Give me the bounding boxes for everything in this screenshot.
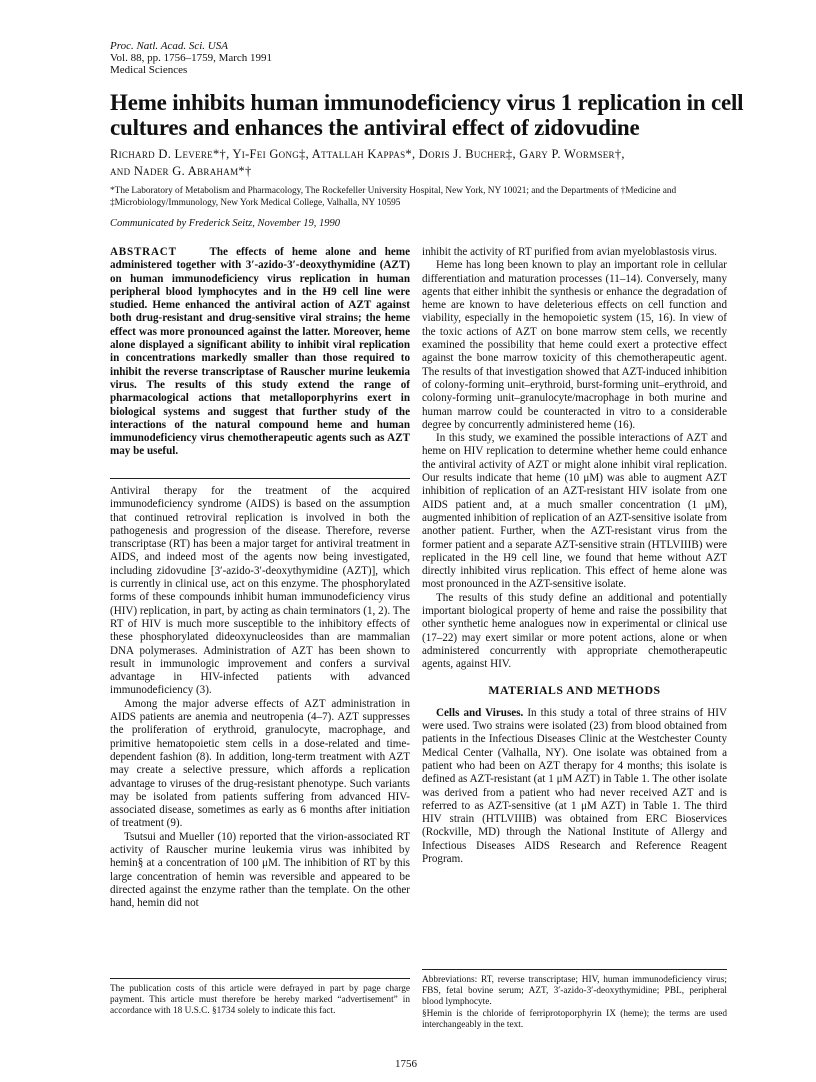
publication-note-divider [110, 978, 410, 979]
authors-line-2: and Nader G. Abraham*† [110, 164, 252, 178]
methods-paragraph [422, 707, 727, 867]
affiliations: *The Laboratory of Metabolism and Pharmacology, The Rockefeller University Hospital, New York, NY 10021; and the Departments of †Medicine and ‡Microbiology/Immunology, New York Medical College, Valhalla, NY 10595 [110, 186, 677, 208]
intro-paragraph-3: Tsutsui and Mueller (10) reported that the virion-associated RT activity of Rauscher murine leukemia virus was inhibited by hemin§ at a concentration of 100 μM. The inhibition of RT by this large concentration of hemin was reversible and appeared to be directed against the enzyme rather than the template. On the other hand, hemin did not [110, 830, 410, 910]
abstract-divider [110, 478, 410, 479]
methods-text: In this study a total of three strains of HIV were used. Two strains were isolated (23) from blood obtained from patients in the Infectious Diseases Clinic at the Westchester County Medical Center (Valhalla, NY). One isolate was obtained from a patient who had been on AZT therapy for 4 months; this isolate is defined as AZT-resistant (at 1 μM AZT) in Table 1. The other isolate was derived from a patient who had never received AZT and is referred to as AZT-sensitive (at 1 μM AZT) in Table 1. The third HIV strain (HTLVIIIB) was obtained from ERC Bioservices (Rockville, MD) through the National Institute of Allergy and Infectious Diseases AIDS Research and Reference Reagent Program. [422, 706, 727, 866]
intro-paragraph-1: Antiviral therapy for the treatment of the acquired immunodeficiency syndrome (AIDS) is based on the assumption that continued retroviral replication is involved in both the pathogenesis and progression of the disease. Therefore, reverse transcriptase (RT) has been a major target for antiviral treatment in AIDS, and indeed most of the agents now being investigated, including zidovudine [3′-azido-3′-deoxythymidine (AZT)], which is currently in clinical use, act on this enzyme. The phosphorylated forms of these compounds inhibit human immunodeficiency virus (HIV) replication, in part, by acting as chain terminators (1, 2). The RT of HIV is much more susceptible to the inhibitory effects of these phosphorylated dideoxynucleosides than are mammalian DNA polymerases. Administration of AZT has been shown to result in immunologic improvement and confers a survival advantage in HIV-infected patients with advanced immunodeficiency (3). [110, 485, 410, 697]
page-number: 1756 [395, 1058, 417, 1070]
left-column-body [110, 485, 410, 911]
abstract-paragraph [110, 246, 410, 459]
right-paragraph-4: The results of this study define an additional and potentially important biological property of heme and raise the possibility that other synthetic heme analogues now in experimental or clinical use (17–22) may exert similar or more potent actions, alone or when administered concurrently with appropriate chemotherapeutic agents, against HIV. [422, 591, 727, 671]
footnote-hemin: §Hemin is the chloride of ferriprotoporphyrin IX (heme); the terms are used interchangeably in the text. [422, 1008, 727, 1030]
authors-line-1: Richard D. Levere*†, Yi-Fei Gong‡, Attallah Kappas*, Doris J. Bucher‡, Gary P. Wormser†, [110, 147, 625, 161]
volume-info: Vol. 88, pp. 1756–1759, March 1991 [110, 52, 273, 64]
footnote-abbreviations: Abbreviations: RT, reverse transcriptase; HIV, human immunodeficiency virus; FBS, fetal bovine serum; AZT, 3′-azido-3′-deoxythymidine; PBL, peripheral blood lymphocyte. [422, 975, 727, 1008]
journal-name: Proc. Natl. Acad. Sci. USA [110, 40, 228, 52]
communicated-by: Communicated by Frederick Seitz, November 19, 1990 [110, 218, 340, 229]
right-paragraph-2: Heme has long been known to play an important role in cellular differentiation and maturation processes (11–14). Conversely, many agents that either inhibit the synthesis or enhance the degradation of heme are known to have deleterious effects on cell function and viability, especially in the hemopoietic system (15, 16). In view of the toxic actions of AZT on bone marrow stem cells, we recently examined the possibility that heme could exert a protective effect against the bone marrow toxicity of this chemotherapeutic agent. The results of that investigation showed that AZT-induced inhibition of colony-forming unit–erythroid, burst-forming unit–erythroid, and colony-forming unit–granulocyte/macrophage in both murine and human marrow could be counteracted in vitro to a considerable degree by concurrently administered heme (16). [422, 259, 727, 431]
right-paragraph-3: In this study, we examined the possible interactions of AZT and heme on HIV replication to determine whether heme could enhance the antiviral activity of AZT or might alone inhibit viral replication. Our results indicate that heme (10 μM) was able to augment AZT inhibition of replication of an AZT-resistant HIV isolate from one AIDS patient and, at a much smaller concentration (1 μM), augmented inhibition of replication of an AZT-sensitive isolate from another patient. Further, when the AZT-resistant virus from the former patient and a separate AZT-sensitive strain (HTLVIIIB) were replicated in the H9 cell line, we found that heme without AZT directly inhibited virus replication. This effect of heme alone was most pronounced in the AZT-sensitive isolate. [422, 432, 727, 591]
methods-run-in: Cells and Viruses. [436, 706, 524, 719]
footnote-divider [422, 969, 727, 970]
publication-note: The publication costs of this article were defrayed in part by page charge payment. This article must therefore be hereby marked “advertisement” in accordance with 18 U.S.C. §1734 solely to indicate this fact. [110, 984, 410, 1017]
right-column-body [422, 246, 727, 866]
methods-heading: MATERIALS AND METHODS [488, 682, 661, 697]
author-list [110, 146, 740, 180]
journal-header [110, 40, 272, 76]
abstract-label: ABSTRACT [110, 246, 177, 258]
abstract-text: The effects of heme alone and heme administered together with 3′-azido-3′-deoxythymidine (AZT) on human immunodeficiency virus replication in human peripheral blood lymphocytes and in the H9 cell line were studied. Heme enhanced the antiviral action of AZT against both drug-resistant and drug-sensitive viral strains; the heme effect was more pronounced against the latter. Moreover, heme alone displayed a significant ability to inhibit viral replication in concentrations markedly smaller than those required to inhibit the reverse transcriptase of Rauscher murine leukemia virus. The results of this study extend the range of pharmacological actions that metalloporphyrins exert in biological systems and suggest that further study of the interactions of the natural compound heme and human immunodeficiency virus chemotherapeutic agents such as AZT may be useful. [110, 246, 410, 458]
abstract [110, 246, 410, 459]
article-title: Heme inhibits human immunodeficiency virus 1 replication in cell cultures and enhances the antiviral effect of zidovudine [110, 90, 744, 140]
right-paragraph-1: inhibit the activity of RT purified from avian myeloblastosis virus. [422, 246, 717, 258]
section-name: Medical Sciences [110, 64, 188, 76]
intro-paragraph-2: Among the major adverse effects of AZT administration in AIDS patients are anemia and neutropenia (4–7). AZT suppresses the proliferation of erythroid, granulocyte, macrophage, and primitive hematopoietic stem cells in a dose-related and time-dependent fashion (8). In addition, long-term treatment with AZT may create a selective pressure, which affords a replication advantage to viruses of the drug-resistant phenotype. Such variants may be isolated from patients suffering from advanced HIV-associated disease, sometimes as early as 6 months after initiation of treatment (9). [110, 697, 410, 830]
footnotes [422, 975, 727, 1031]
